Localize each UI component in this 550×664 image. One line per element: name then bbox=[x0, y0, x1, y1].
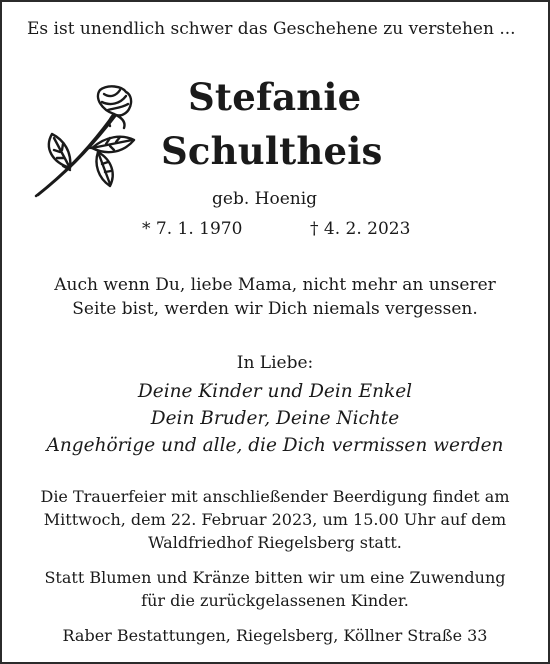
deceased-first-name: Stefanie bbox=[188, 75, 362, 119]
mourner-line: Dein Bruder, Deine Nichte bbox=[150, 408, 400, 429]
funeral-info-line: Mittwoch, dem 22. Februar 2023, um 15.00 Uhr auf dem bbox=[43, 510, 507, 529]
rose-illustration bbox=[30, 82, 150, 202]
deceased-last-name: Schultheis bbox=[161, 129, 383, 173]
in-love-heading: In Liebe: bbox=[236, 353, 314, 373]
funeral-info-line: Waldfriedhof Riegelsberg statt. bbox=[148, 533, 402, 552]
undertaker-info: Raber Bestattungen, Riegelsberg, Köllner Straße 33 bbox=[62, 626, 488, 645]
death-date: † 4. 2. 2023 bbox=[310, 219, 411, 239]
donation-request-line: für die zurückgelassenen Kinder. bbox=[141, 591, 409, 610]
mourner-line: Deine Kinder und Dein Enkel bbox=[137, 381, 413, 402]
opening-line: Es ist unendlich schwer das Geschehene zu verstehen ... bbox=[27, 19, 516, 39]
donation-request-line: Statt Blumen und Kränze bitten wir um eine Zuwendung bbox=[44, 568, 506, 587]
mourner-line: Angehörige und alle, die Dich vermissen werden bbox=[46, 435, 504, 456]
funeral-info-line: Die Trauerfeier mit anschließender Beerdigung findet am bbox=[40, 487, 510, 506]
maiden-name: geb. Hoenig bbox=[212, 189, 318, 209]
message-line: Seite bist, werden wir Dich niemals vergessen. bbox=[72, 299, 478, 319]
message-line: Auch wenn Du, liebe Mama, nicht mehr an unserer bbox=[54, 275, 496, 295]
birth-date: * 7. 1. 1970 bbox=[142, 219, 243, 239]
